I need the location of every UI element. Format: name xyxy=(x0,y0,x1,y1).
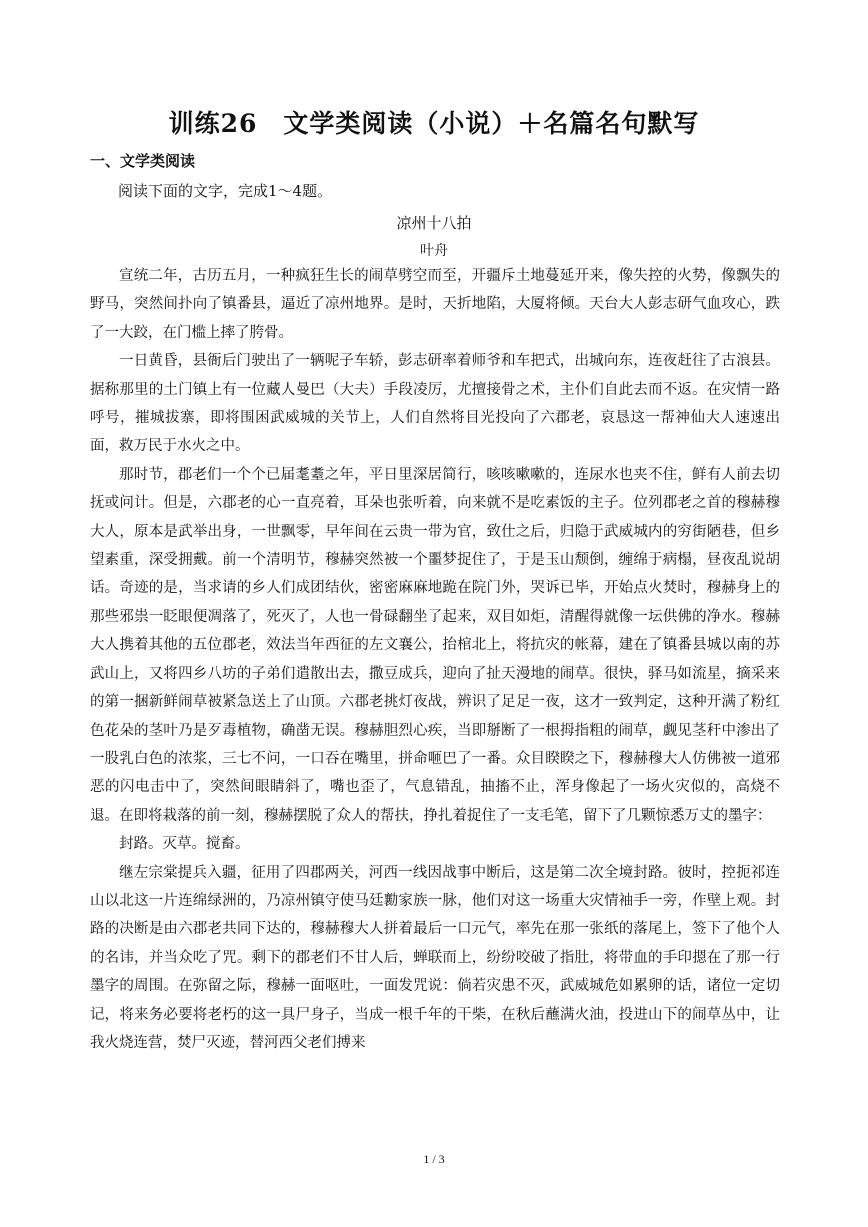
story-author: 叶舟 xyxy=(420,243,448,259)
section-heading: 一、文学类阅读 xyxy=(90,152,196,170)
paragraph: 封路。灭草。搅畜。 xyxy=(119,836,250,853)
story-body xyxy=(90,262,780,1057)
page-title: 训练26 文学类阅读（小说）＋名篇名句默写 xyxy=(168,109,700,138)
paragraph: 继左宗棠提兵入疆，征用了四郡两关，河西一线因战事中断后，这是第二次全境封路。彼时，控扼祁连山以北这一片连绵绿洲的，乃凉州镇守使马廷勷家族一脉，他们对这一场重大灾情袖手一旁，作壁上观。封路的决断是由六郡老共同下达的，穆赫穆大人拼着最后一口元气，率先在那一张纸的落尾上，签下了他个人的名讳，并当众吃了咒。剩下的郡老们不甘人后，蝉联而上，纷纷咬破了指肚，将带血的手印摁在了那一行墨字的周围。在弥留之际，穆赫一面呕吐，一面发咒说：倘若灾患不灭，武威城危如累卵的话，诸位一定切记，将来务必要将老朽的这一具尸身子，当成一根千年的干柴，在秋后蘸满火油，投进山下的闹草丛中，让我火烧连营，焚尸灭迹，替河西父老们搏来 xyxy=(90,864,780,1051)
paragraph: 一日黄昏，县衙后门驶出了一辆呢子车轿，彭志研率着师爷和车把式，出城向东，连夜赶往了古浪县。据称那里的土门镇上有一位藏人曼巴（大夫）手段凌厉，尤擅接骨之术，主仆们自此去而不返。在灾情一路呼号，摧城拔寨，即将围困武威城的关节上，人们自然将目光投向了六郡老，哀恳这一帮神仙大人速速出面，救万民于水火之中。 xyxy=(90,353,780,455)
paragraph: 宣统二年，古历五月，一种疯狂生长的闹草劈空而至，开疆斥土地蔓延开来，像失控的火势，像飘失的野马，突然间扑向了镇番县，逼近了凉州地界。是时，天折地陷，大厦将倾。天台大人彭志研气血攻心，跌了一大跤，在门槛上摔了胯骨。 xyxy=(90,268,780,341)
page-number: 1 / 3 xyxy=(423,1152,445,1166)
instruction-text: 阅读下面的文字，完成1～4题。 xyxy=(118,182,333,200)
paragraph: 那时节，郡老们一个个已届耄耋之年，平日里深居简行，咳咳嗽嗽的，连尿水也夹不住，鲜有人前去切抚或问计。但是，六郡老的心一直亮着，耳朵也张听着，向来就不是吃素饭的主子。位列郡老之首的穆赫穆大人，原本是武举出身，一世飘零，早年间在云贵一带为官，致仕之后，归隐于武威城内的穷街陋巷，但乡望素重，深受拥戴。前一个清明节，穆赫突然被一个噩梦捉住了，于是玉山颓倒，缠绵于病榻，昼夜乱说胡话。奇迹的是，当求请的乡人们成团结伙，密密麻麻地跪在院门外，哭诉已毕，开始点火焚时，穆赫身上的那些邪祟一眨眼便凋落了，死灭了，人也一骨碌翻坐了起来，双目如炬，清醒得就像一坛供佛的净水。穆赫大人携着其他的五位郡老，效法当年西征的左文襄公，抬棺北上，将抗灾的帐幕，建在了镇番县城以南的苏武山上，又将四乡八坊的子弟们遣散出去，撒豆成兵，迎向了扯天漫地的闹草。很快，驿马如流星，摘采来的第一捆新鲜闹草被紧急送上了山顶。六郡老挑灯夜战，辨识了足足一夜，这才一致判定，这种开满了粉红色花朵的茎叶乃是歹毒植物，确凿无误。穆赫胆烈心疾，当即掰断了一根拇指粗的闹草，觑见茎秆中渗出了一股乳白色的浓浆，三七不问，一口吞在嘴里，拼命咂巴了一番。众目睽睽之下，穆赫穆大人仿佛被一道邪恶的闪电击中了，突然间眼睛斜了，嘴也歪了，气息错乱，抽搐不止，浑身像起了一场火灾似的，高烧不退。在即将栽落的前一刻，穆赫摆脱了众人的帮扶，挣扎着捉住了一支毛笔，留下了几颗惊悉万丈的墨字： xyxy=(90,466,780,824)
story-title: 凉州十八拍 xyxy=(396,214,472,232)
